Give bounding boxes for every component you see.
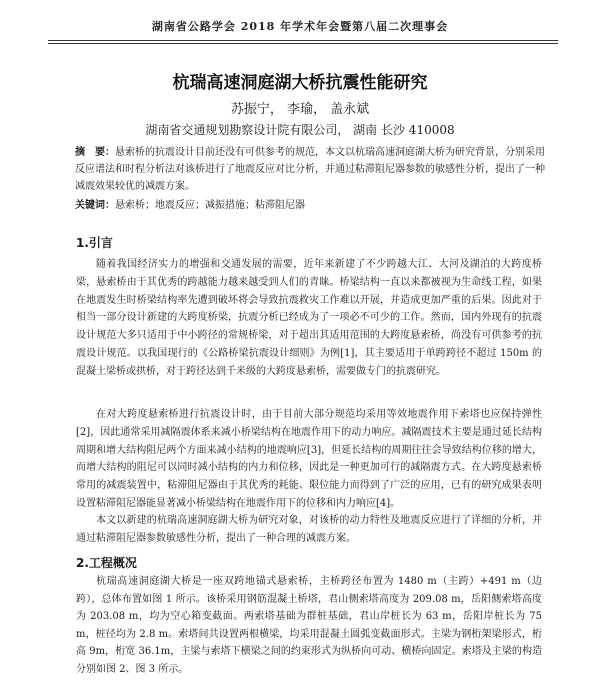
running-head: 湖南省公路学会 2018 年学术年会暨第八届二次理事会 xyxy=(151,20,449,33)
paper-authors: 苏振宁， 李瑜， 盖永斌 xyxy=(230,102,370,117)
abstract-text: 悬索桥的抗震设计目前还没有可供参考的规范，本文以杭瑞高速洞庭湖大桥为研究背景，分别采用反应谱法和时程分析法对该桥进行了地震反应对比分析，并通过粘滞阻尼器参数的敏感性分析，提出了一种减震效果较优的减震方案。 xyxy=(75,147,545,192)
header-rule-bottom xyxy=(48,43,558,44)
section-heading-introduction: 1.引言 xyxy=(76,236,113,250)
keywords-text: 悬索桥；地震反应；减振措施；粘滞阻尼器 xyxy=(115,200,305,211)
keywords-label: 关键词： xyxy=(75,200,115,211)
paper-title: 杭瑞高速洞庭湖大桥抗震性能研究 xyxy=(172,73,428,93)
paper-affiliation: 湖南省交通规划勘察设计院有限公司， 湖南 长沙 410008 xyxy=(145,123,455,137)
overview-paragraph-1: 杭瑞高速洞庭湖大桥是一座双跨地锚式悬索桥，主桥跨径布置为 1480 m（主跨）+491 m（边跨），总体布置如图 1 所示。该桥采用钢筋混凝土桥塔，君山侧索塔高度为 209.08 m，岳阳侧索塔高度为 203.08 m，均为空心箱变截面。两索塔基础为群桩基础，君山岸桩长为 63 m，岳阳岸桩长为 75 m，桩径均为 2.8 m。索塔间共设置两根横梁，均采用混凝土圆弧变截面形式。主梁为钢桁架梁形式，桁高 9m，桁宽 36.1m，主梁与索塔下横梁之间的约束形式为纵桥向可动、横桥向固定。索塔及主梁的构造分别如图 2、图 3 所示。 xyxy=(76,576,542,675)
keywords xyxy=(75,196,545,211)
intro-paragraph-3: 本文以新建的杭瑞高速洞庭湖大桥为研究对象，对该桥的动力特性及地震反应进行了详细的分析，并通过粘滞阻尼器参数敏感性分析，提出了一种合理的减震方案。 xyxy=(76,515,542,544)
section-heading-project-overview: 2.工程概况 xyxy=(76,556,137,570)
abstract xyxy=(75,144,545,195)
intro-paragraph-1: 随着我国经济实力的增强和交通发展的需要，近年来新建了不少跨越大江、大河及湖泊的大跨度桥梁，悬索桥由于其优秀的跨越能力越来越受到人们的青睐。桥梁结构一直以来都被视为生命线工程，如果在地震发生时桥梁结构率先遭到破坏将会导致抗震救灾工作难以开展，并造成更加严重的后果。因此对于相当一部分设计新建的大跨度桥梁，抗震分析已经成为了一项必不可少的工作。然而，国内外现有的抗震设计规范大多只适用于中小跨径的常规桥梁，对于超出其适用范围的大跨度悬索桥，尚没有可供参考的抗震设计规范。以我国现行的《公路桥梁抗震设计细则》为例[1]，其主要适用于单跨跨径不超过 150m 的混凝土梁桥或拱桥，对于跨径达到千米级的大跨度悬索桥，需要做专门的抗震研究。 xyxy=(76,259,542,377)
header-rule-top xyxy=(48,40,558,41)
abstract-label: 摘 要： xyxy=(75,147,115,158)
intro-paragraph-2: 在对大跨度悬索桥进行抗震设计时，由于目前大部分规范均采用等效地震作用下索塔也应保持弹性[2]，因此通常采用减隔震体系来减小桥梁结构在地震作用下的动力响应。减隔震技术主要是通过延长结构周期和增大结构阻尼两个方面来减小结构的地震响应[3]，但延长结构的周期往往会导致结构位移的增大，而增大结构的阻尼可以同时减小结构的内力和位移，因此是一种更加可行的减隔震方式。在大跨度悬索桥常用的减震装置中，粘滞阻尼器由于其优秀的耗能、限位能力而得到了广泛的应用，已有的研究成果表明设置粘滞阻尼器能显著减小桥梁结构在地震作用下的位移和内力响应[4]。 xyxy=(76,409,542,509)
